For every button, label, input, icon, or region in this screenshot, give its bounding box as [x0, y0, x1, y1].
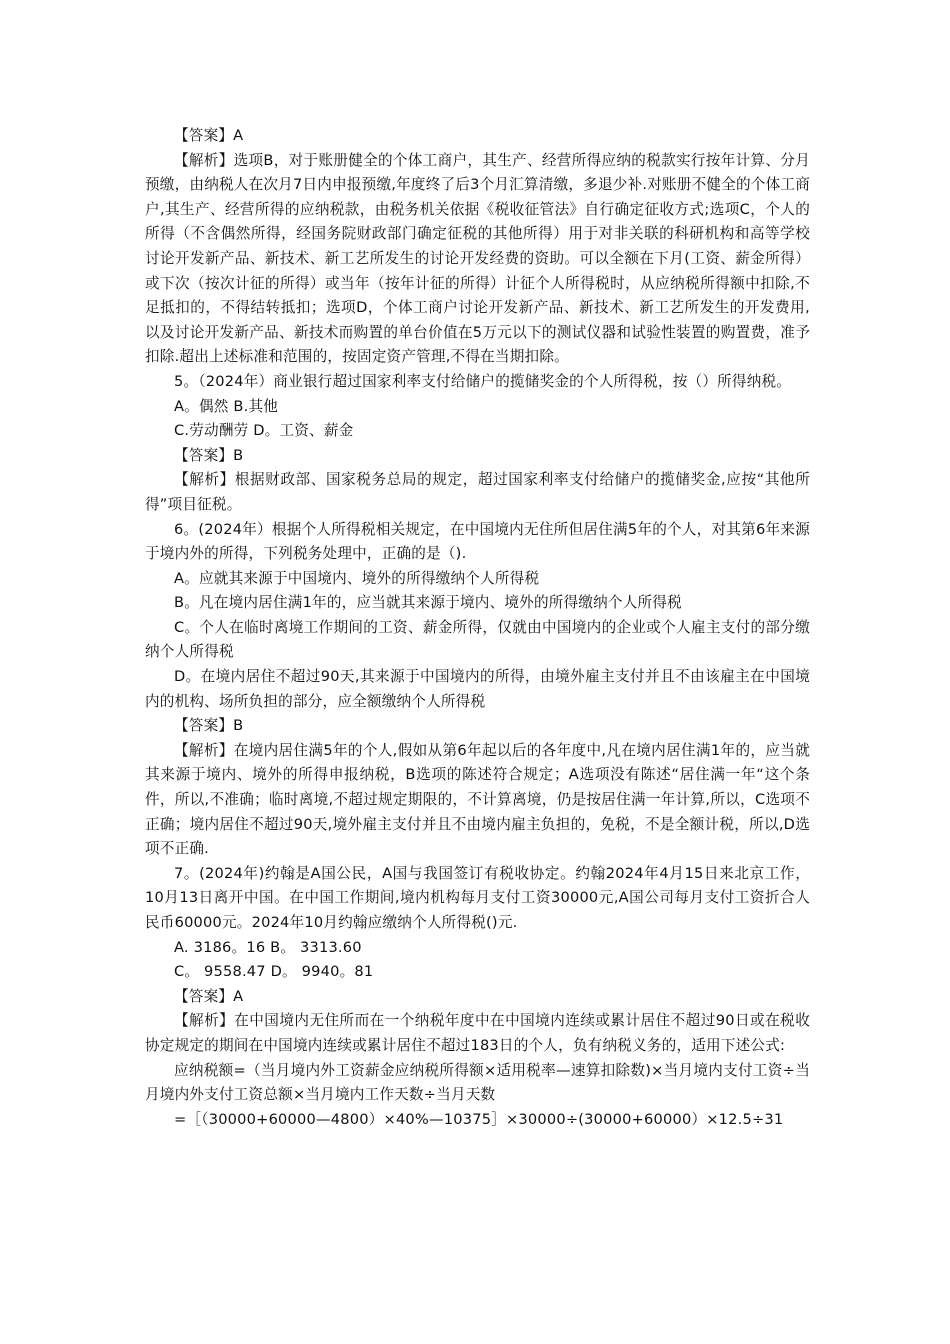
answer-label: 【答案】B	[174, 717, 244, 735]
formula-calculation: =［（30000+60000—4800）×40%—10375］×30000÷(30000+60000）×12.5÷31	[174, 1110, 784, 1128]
explanation-paragraph: 【解析】在境内居住满5年的个人,假如从第6年起以后的各年度中,凡在境内居住满1年的，应当就其来源于境内、境外的所得申报纳税，B选项的陈述符合规定；A选项没有陈述“居住满一年“这个条件，所以,不准确；临时离境,不超过规定期限的，不计算离境，仍是按居住满一年计算,所以，C选项不正确；境内居住不超过90天,境外雇主支付并且不由境内雇主负担的，免税，不是全额计税，所以,D选项不正确.	[145, 741, 810, 858]
explanation-paragraph: 【解析】根据财政部、国家税务总局的规定，超过国家利率支付给储户的揽储奖金,应按“其他所得”项目征税。	[145, 471, 810, 513]
answer-label: 【答案】B	[174, 446, 244, 464]
question-6: 6。(2024年）根据个人所得税相关规定，在中国境内无住所但居住满5年的个人，对其第6年来源于境内外的所得，下列税务处理中，正确的是（).	[145, 520, 810, 563]
question-6-option-d: D。在境内居住不超过90天,其来源于中国境内的所得，由境外雇主支付并且不由该雇主在中国境内的机构、场所负担的部分，应全额缴纳个人所得税	[145, 668, 810, 710]
explanation-paragraph: 【解析】在中国境内无住所而在一个纳税年度中在中国境内连续或累计居住不超过90日或在税收协定规定的期间在中国境内连续或累计居住不超过183日的个人，负有纳税义务的，适用下述公式:	[145, 1012, 810, 1054]
question-5-options-ab: A。偶然 B.其他	[174, 397, 279, 415]
document-page	[145, 124, 810, 1132]
question-7-options-ab: A. 3186。16 B。 3313.60	[174, 938, 362, 956]
explanation-paragraph: 【解析】选项B，对于账册健全的个体工商户，其生产、经营所得应纳的税款实行按年计算、分月预缴，由纳税人在次月7日内申报预缴,年度终了后3个月汇算清缴，多退少补.对账册不健全的个体工商户,其生产、经营所得的应纳税款，由税务机关依据《税收征管法》自行确定征收方式;选项C，个人的所得（不含偶然所得，经国务院财政部门确定征税的其他所得）用于对非关联的科研机构和高等学校讨论开发新产品、新技术、新工艺所发生的讨论开发经费的资助。可以全额在下月(工资、薪金所得）或下次（按次计征的所得）或当年（按年计征的所得）计征个人所得税时，从应纳税所得额中扣除,不足抵扣的，不得结转抵扣；选项D，个体工商户讨论开发新产品、新技术、新工艺所发生的开发费用,以及讨论开发新产品、新技术而购置的单台价值在5万元以下的测试仪器和试验性装置的购置费，准予扣除.超出上述标准和范围的，按固定资产管理,不得在当期扣除。	[145, 151, 810, 366]
question-6-option-a: A。应就其来源于中国境内、境外的所得缴纳个人所得税	[174, 569, 540, 587]
answer-label: 【答案】A	[174, 127, 244, 144]
question-5: 5。（2024年）商业银行超过国家利率支付给储户的揽储奖金的个人所得税，按（）所得纳税。	[174, 372, 792, 390]
question-6-option-c: C。个人在临时离境工作期间的工资、薪金所得，仅就由中国境内的企业或个人雇主支付的部分缴纳个人所得税	[145, 618, 810, 661]
question-5-options-cd: C.劳动酬劳 D。工资、薪金	[174, 422, 354, 440]
question-7-options-cd: C。 9558.47 D。 9940。81	[174, 963, 374, 981]
formula-line: 应纳税额=（当月境内外工资薪金应纳税所得额×适用税率—速算扣除数)×当月境内支付工资÷当月境内外支付工资总额×当月境内工作天数÷当月天数	[145, 1061, 810, 1104]
question-6-option-b: B。凡在境内居住满1年的，应当就其来源于境内、境外的所得缴纳个人所得税	[174, 594, 682, 612]
answer-label: 【答案】A	[174, 987, 244, 1005]
question-7: 7。(2024年)约翰是A国公民，A国与我国签订有税收协定。约翰2024年4月15日来北京工作，10月13日离开中国。在中国工作期间,境内机构每月支付工资30000元,A国公司每月支付工资折合人民币60000元。2024年10月约翰应缴纳个人所得税()元.	[145, 864, 810, 931]
